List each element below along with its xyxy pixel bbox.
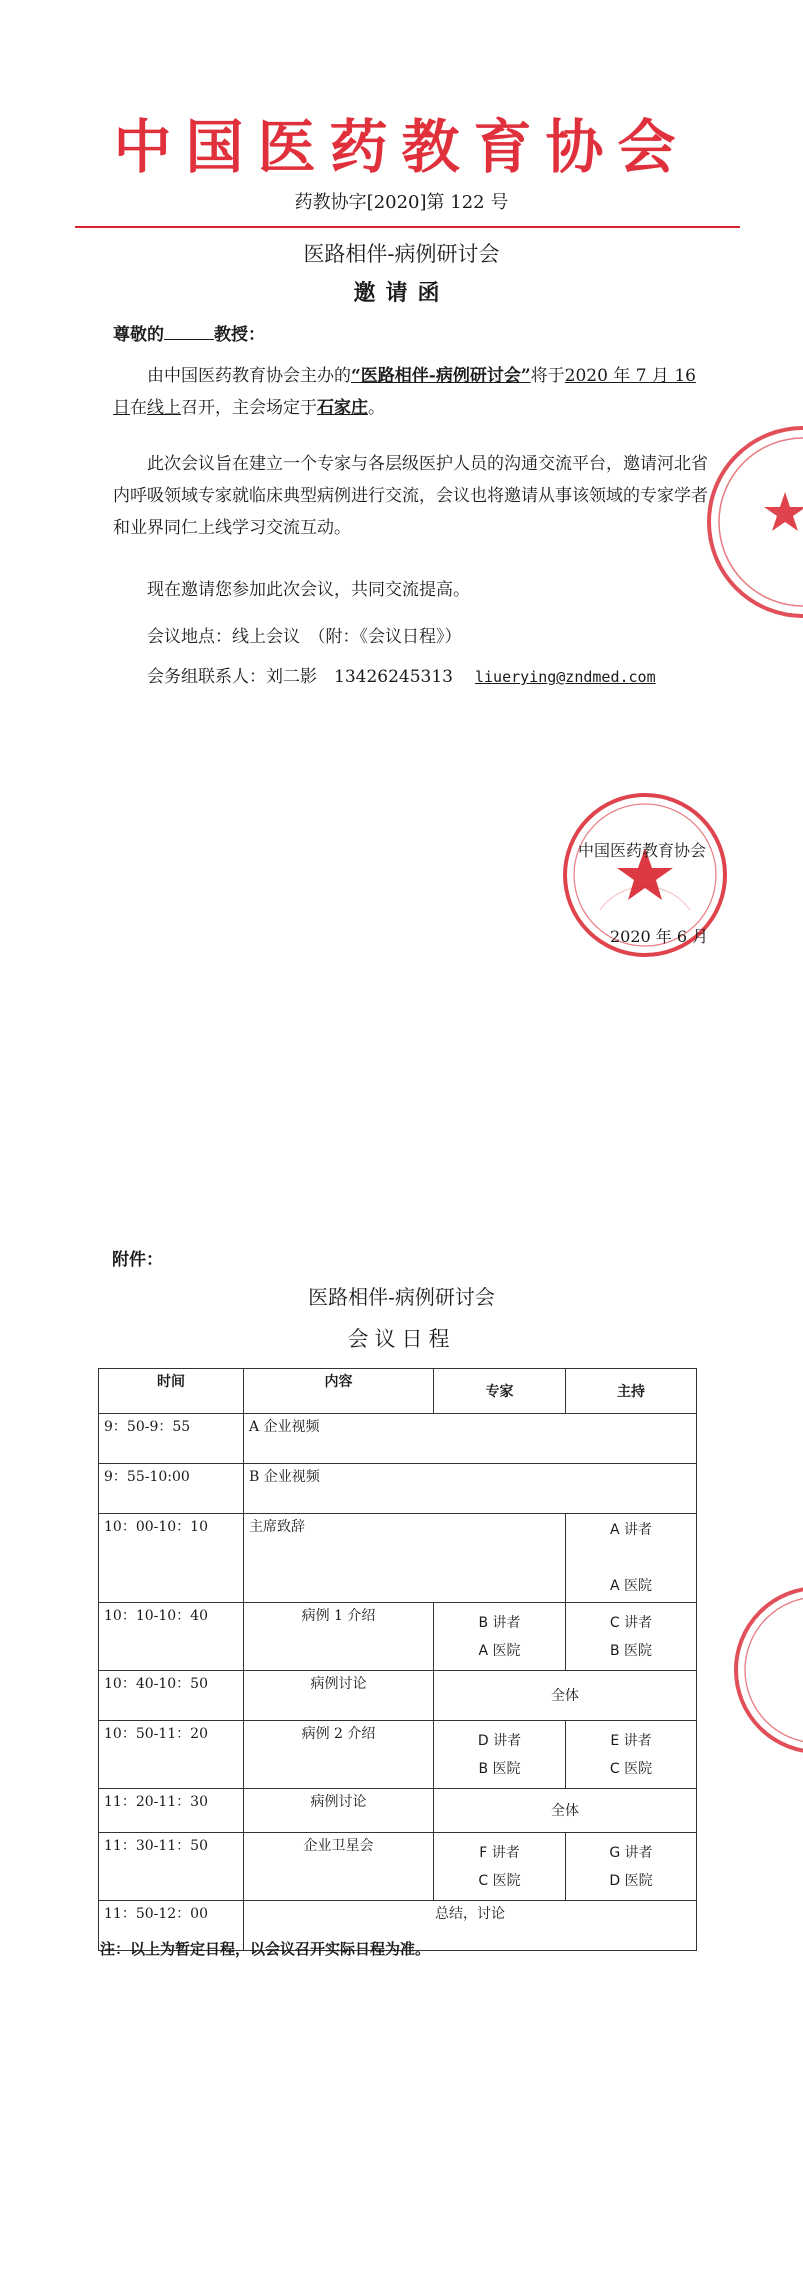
- row-content: 病例讨论: [244, 1671, 434, 1721]
- appendix-title: 医路相伴-病例研讨会: [308, 1285, 495, 1309]
- row-host: [566, 1514, 697, 1603]
- signature-date: 2020 年 6 月: [610, 927, 709, 946]
- row-content: 企业卫星会: [244, 1833, 434, 1901]
- p1-text-a: 由中国医药教育协会主办的: [147, 366, 351, 386]
- schedule-table: [98, 1368, 697, 1951]
- seal-stamp-edge-top: [688, 422, 803, 622]
- header-content: 内容: [244, 1369, 434, 1414]
- event-city: 石家庄: [317, 398, 368, 418]
- contact-label: 会务组联系人：刘二影 13426245313: [147, 667, 453, 687]
- table-row: [99, 1414, 697, 1464]
- host-hospital: B 医院: [609, 1642, 653, 1659]
- row-host: [566, 1833, 697, 1901]
- header-time: 时间: [99, 1369, 244, 1414]
- row-content: A 企业视频: [244, 1414, 697, 1464]
- salutation-suffix: 教授：: [214, 325, 265, 345]
- contact-line: [147, 662, 656, 687]
- row-time: 10：40-10：50: [99, 1671, 244, 1721]
- attachment-label: 附件：: [112, 1250, 163, 1270]
- expert-hospital: C 医院: [478, 1872, 521, 1889]
- row-content: 病例讨论: [244, 1789, 434, 1833]
- document-number: 药教协字[2020]第 122 号: [294, 192, 509, 213]
- row-content: 主席致辞: [244, 1514, 566, 1603]
- seal-stamp-edge-bottom: [728, 1580, 803, 1760]
- expert-hospital: A 医院: [478, 1642, 521, 1659]
- salutation: [113, 320, 265, 345]
- table-row: [99, 1514, 697, 1603]
- host-hospital: D 医院: [609, 1872, 653, 1889]
- venue-line: 会议地点：线上会议 （附：《会议日程》）: [147, 627, 462, 647]
- expert-speaker: D 讲者: [477, 1732, 522, 1749]
- paragraph-announcement: [113, 360, 713, 424]
- appendix-subtitle: 会议日程: [347, 1327, 456, 1351]
- row-time: 11：50-12：00: [99, 1901, 244, 1951]
- header-expert: 专家: [434, 1369, 566, 1414]
- host-hospital: C 医院: [609, 1760, 653, 1777]
- row-time: 10：00-10：10: [99, 1514, 244, 1603]
- header-divider: [75, 226, 740, 228]
- row-host: [566, 1721, 697, 1789]
- schedule-note: 注：以上为暂定日程，以会议召开实际日程为准。: [100, 1940, 431, 1958]
- row-time: 9：55-10:00: [99, 1464, 244, 1514]
- event-mode: 线上: [147, 398, 181, 418]
- host-speaker: G 讲者: [609, 1844, 653, 1861]
- signature-organization: 中国医药教育协会: [578, 841, 707, 860]
- expert-speaker: B 讲者: [478, 1614, 521, 1631]
- header-host: 主持: [566, 1369, 697, 1414]
- table-row: [99, 1789, 697, 1833]
- invitation-title: 邀请函: [353, 280, 450, 306]
- row-all: 全体: [434, 1671, 697, 1721]
- p1-text-b: 将于: [530, 366, 565, 386]
- row-content: B 企业视频: [244, 1464, 697, 1514]
- host-speaker: E 讲者: [610, 1732, 652, 1749]
- row-expert: [434, 1603, 566, 1671]
- table-row: [99, 1603, 697, 1671]
- host-speaker: C 讲者: [609, 1614, 653, 1631]
- row-content: 病例 1 介绍: [244, 1603, 434, 1671]
- table-row: [99, 1671, 697, 1721]
- p1-text-e: 。: [368, 398, 385, 418]
- expert-speaker: F 讲者: [479, 1844, 520, 1861]
- row-host: [566, 1603, 697, 1671]
- row-time: 10：10-10：40: [99, 1603, 244, 1671]
- org-title: 中国医药教育协会: [113, 113, 690, 181]
- event-name: “医路相伴-病例研讨会”: [351, 366, 531, 386]
- row-time: 10：50-11：20: [99, 1721, 244, 1789]
- table-row: [99, 1464, 697, 1514]
- paragraph-purpose: 此次会议旨在建立一个专家与各层级医护人员的沟通交流平台，邀请河北省内呼吸领域专家就临床典型病例进行交流，会议也将邀请从事该领域的专家学者和业界同仁上线学习交流互动。: [113, 454, 708, 538]
- host-speaker: A 讲者: [609, 1522, 653, 1538]
- salutation-prefix: 尊敬的: [113, 325, 164, 345]
- host-hospital: A 医院: [609, 1578, 653, 1594]
- table-row: [99, 1721, 697, 1789]
- table-row: [99, 1833, 697, 1901]
- name-blank: [164, 325, 214, 340]
- row-expert: [434, 1833, 566, 1901]
- paragraph-invitation: 现在邀请您参加此次会议，共同交流提高。: [147, 580, 470, 600]
- row-content: 总结，讨论: [244, 1901, 697, 1951]
- row-all: 全体: [434, 1789, 697, 1833]
- row-time: 11：20-11：30: [99, 1789, 244, 1833]
- meeting-title: 医路相伴-病例研讨会: [303, 242, 500, 266]
- row-expert: [434, 1721, 566, 1789]
- expert-hospital: B 医院: [478, 1760, 521, 1777]
- event-date: 2020 年 7 月 16 日: [113, 366, 696, 418]
- row-content: 病例 2 介绍: [244, 1721, 434, 1789]
- row-time: 9：50-9：55: [99, 1414, 244, 1464]
- p1-text-d: 召开，主会场定于: [181, 398, 317, 418]
- contact-email[interactable]: liuerying@zndmed.com: [474, 668, 656, 686]
- table-header-row: [99, 1369, 697, 1414]
- row-time: 11：30-11：50: [99, 1833, 244, 1901]
- p1-text-c: 在: [130, 398, 147, 418]
